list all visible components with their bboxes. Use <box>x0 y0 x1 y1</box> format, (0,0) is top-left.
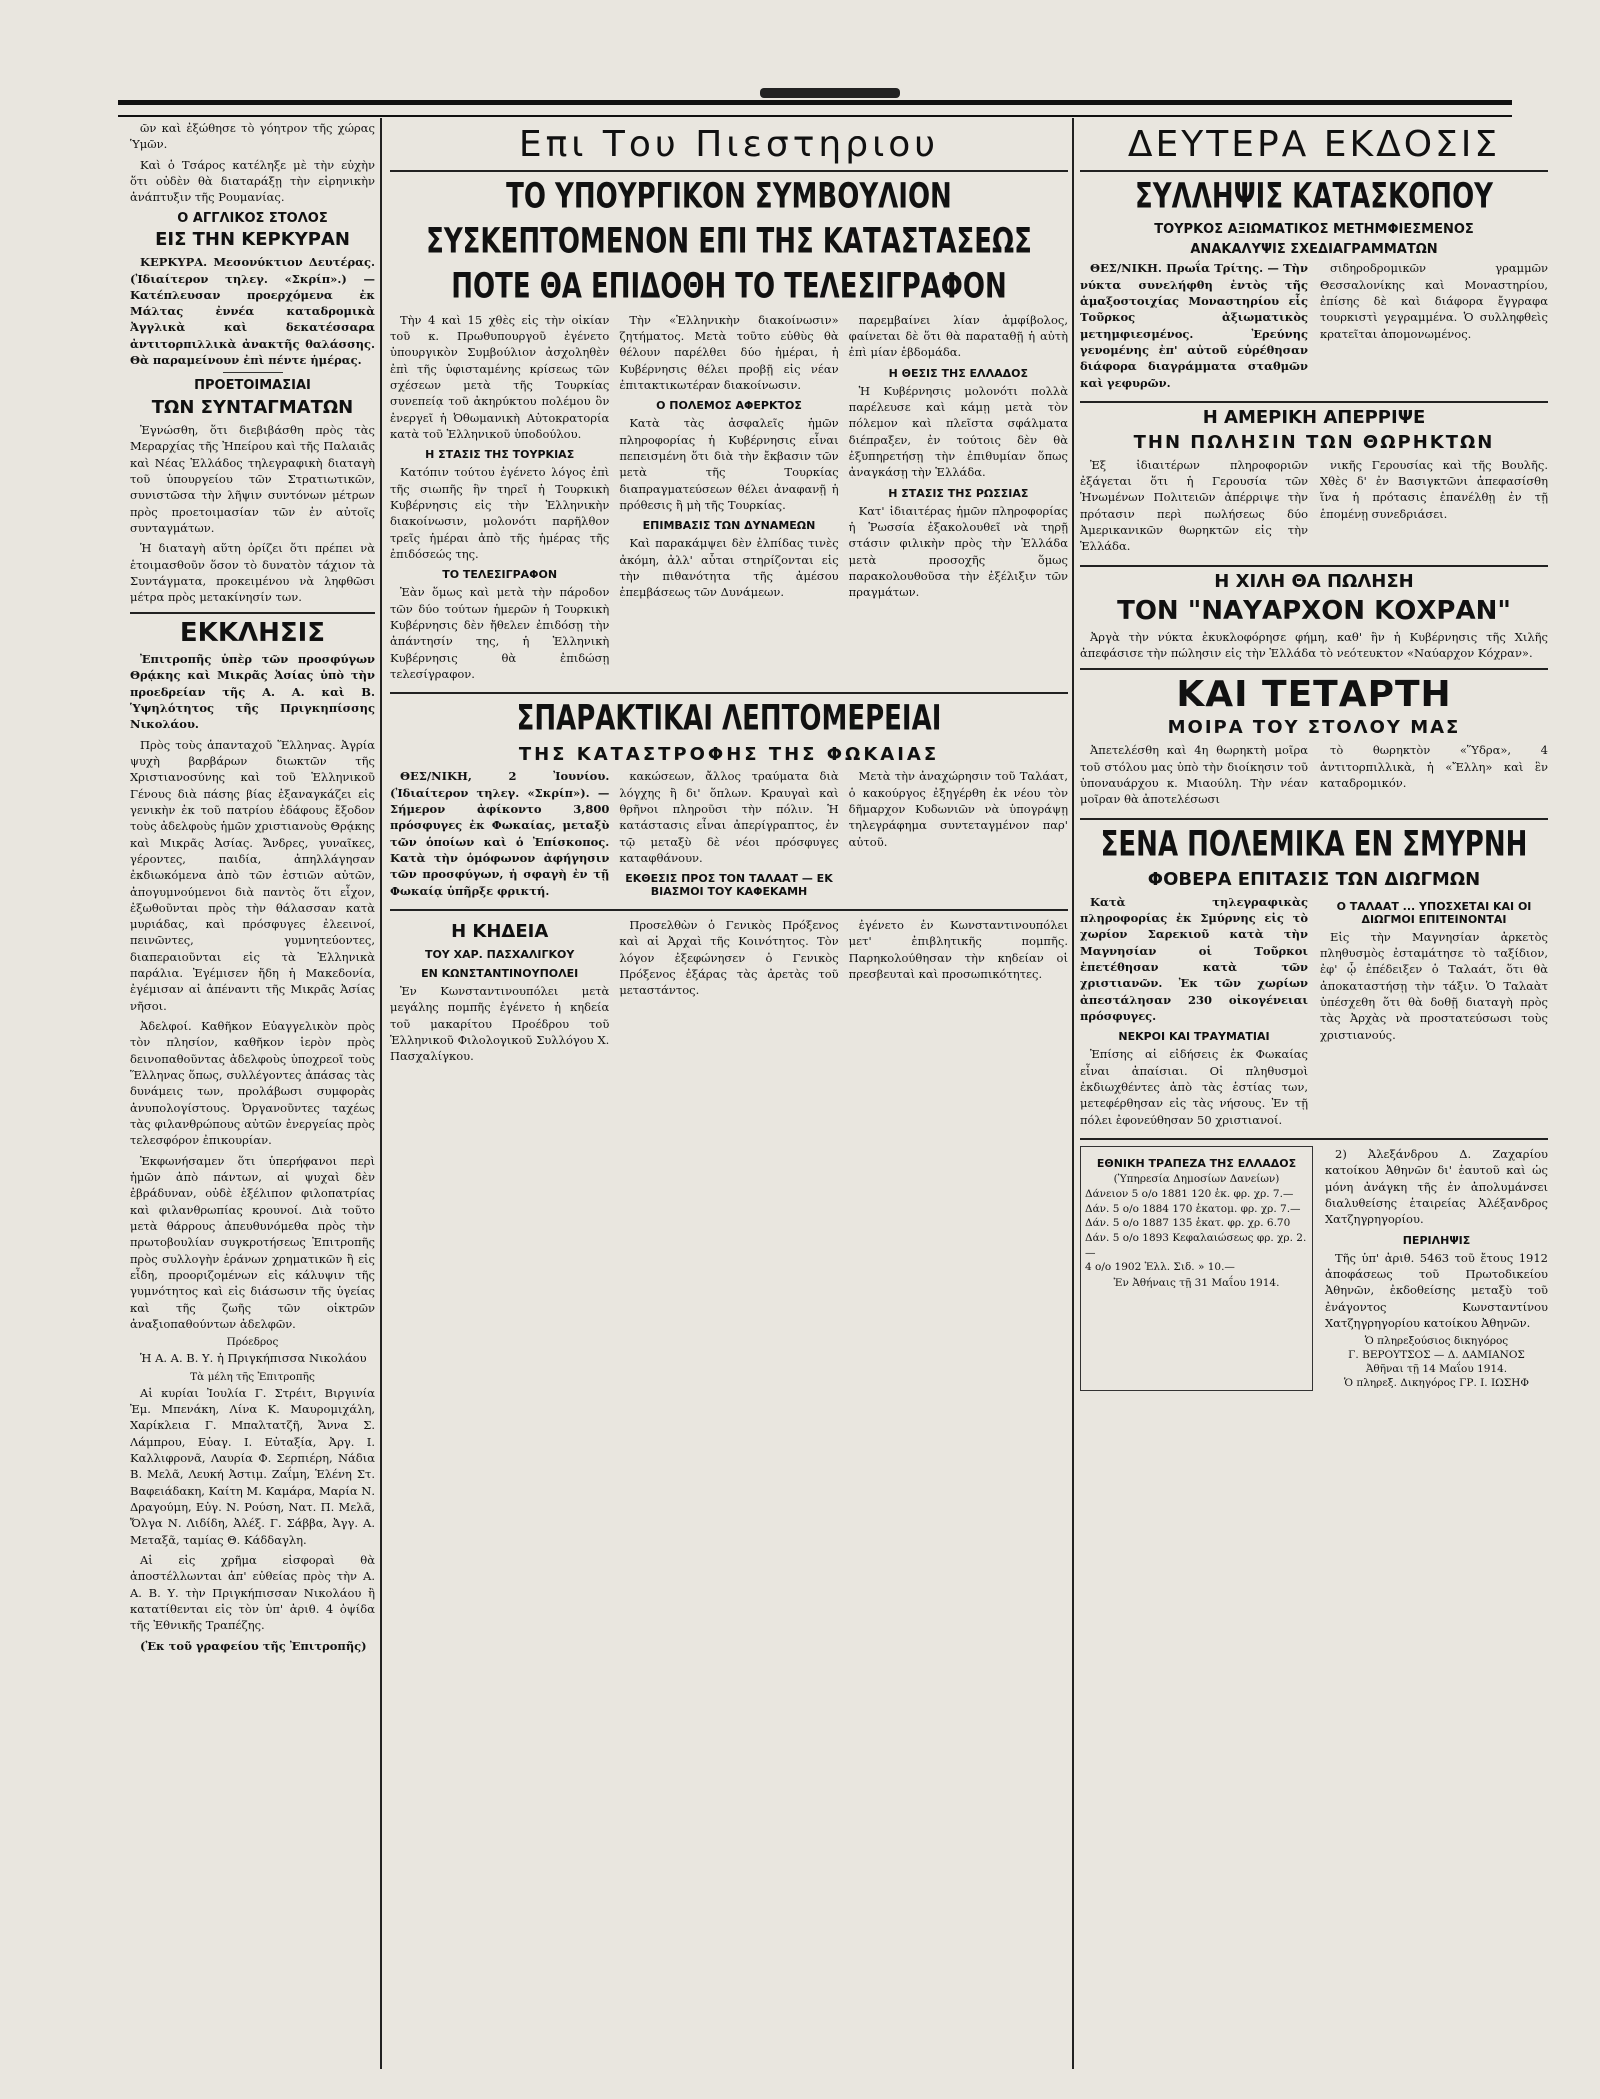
funeral-subhead: ΕΝ ΚΩΝΣΤΑΝΤΙΝΟΥΠΟΛΕΙ <box>421 966 579 980</box>
bank-row: Δάν. 5 ο/ο 1887 135 ἑκατ. φρ. χρ. 6.70 <box>1085 1217 1291 1230</box>
smyrna-subhead: ΦΟΒΕΡΑ ΕΠΙΤΑΣΙΣ ΤΩΝ ΔΙΩΓΜΩΝ <box>1147 868 1481 890</box>
headline <box>390 223 1068 262</box>
column-left <box>130 120 375 2059</box>
article-text: Τῆς ὑπ' ἀριθ. 5463 τοῦ ἔτους 1912 ἀποφάσεως τοῦ Πρωτοδικείου Ἀθηνῶν, ἐκδοθείσης μεταξὺ τοῦ ἐνάγοντος Κωνσταντίνου Χατζηγρηγορίου κατοίκου Ἀθηνῶν. <box>1325 1250 1548 1330</box>
america-columns <box>1080 457 1548 559</box>
column-center <box>390 120 1068 2059</box>
notice-title: ΠΕΡΙΛΗΨΙΣ <box>1402 1233 1471 1247</box>
column-divider <box>380 118 382 2069</box>
article-text: κακώσεων, ἄλλος τραύματα διὰ λόγχης ἢ δι' ὅπλων. Κραυγαὶ καὶ θρῆνοι πληροῦσι τὴν πόλιν. Ἡ κατάστασις εἶναι ἀπερίγραπτος, ἐν τῷ μεταξὺ δὲ νέοι πρόσφυγες καταφθάνουν. <box>619 769 839 866</box>
appeal-body: Ἀδελφοί. Καθῆκον Εὐαγγελικὸν πρὸς τὸν πλησίον, καθῆκον ἱερὸν πρὸς δεινοπαθοῦντας ἀδελφοὺς ὑποχρεοῖ τοὺς Ἕλληνας ὅπως, συλλέγοντες ἁπάσας τὰς δυνάμεις των, προλάβωσι συμφορὰς ἀνυπολογίστους. Ὀργανοῦντες ταχέως τὰς φιλανθρώπους αὐτῶν ἐνεργείας πρὸς τελεσφόρον ἐπικουρίαν. <box>130 1019 375 1148</box>
article-text: ΘΕΣ/ΝΙΚΗ, 2 Ἰουνίου. (Ἰδιαίτερον τηλεγ. «Σκρίπ»). — Σήμερον ἀφίκοντο 3,800 πρόσφυγες ἐκ Φωκαίας, μεταξὺ τῶν ὁποίων καὶ ὁ Ἐπίσκοπος. Κατὰ τὴν ὁμόφωνον ἀφήγησιν τῶν προσφύγων, ἡ σφαγὴ ἐν τῇ Φωκαίᾳ ὑπῆρξε φρικτή. <box>390 769 610 898</box>
fleet-title: ΕΙΣ ΤΗΝ ΚΕΡΚΥΡΑΝ <box>155 229 350 251</box>
article-text: Κατὰ τηλεγραφικὰς πληροφορίας ἐκ Σμύρνης εἰς τὸ χωρίον Σαρεκιοῦ κατὰ τὴν Μαγνησίαν οἱ Τοῦρκοι ἐπετέθησαν κατὰ τῶν χριστιανῶν. Ἐκ τῶν χωρίων ἀπεστάλησαν 230 οἰκογένειαι πρόσφυγες. <box>1080 894 1308 1024</box>
president: Ἡ Α. Α. Β. Υ. ἡ Πριγκήπισσα Νικολάου <box>140 1351 367 1366</box>
spy-headline <box>1080 178 1548 217</box>
story2-subhead: ΤΗΣ ΚΑΤΑΣΤΡΟΦΗΣ ΤΗΣ ΦΩΚΑΙΑΣ <box>518 743 940 765</box>
prep-title: ΤΩΝ ΣΥΝΤΑΓΜΑΤΩΝ <box>151 397 354 419</box>
legal-notice <box>1325 1146 1548 1391</box>
column-divider <box>1072 118 1074 2069</box>
bank-row: Δάν. 5 ο/ο 1893 Κεφαλαιώσεως φρ. χρ. 2.— <box>1085 1232 1307 1259</box>
fleet-headline: ΚΑΙ ΤΕΤΑΡΤΗ <box>1176 673 1452 715</box>
article-text: νικῆς Γερουσίας καὶ τῆς Βουλῆς. Χθὲς δ' ἐν Βασιγκτῶνι ἀπεφασίσθη ἵνα ἡ πρότασις ἐπανέλθῃ ἐν τῇ ἑπομένῃ συνεδριάσει. <box>1320 457 1548 521</box>
subhead: ΕΚΘΕΣΙΣ ΠΡΟΣ ΤΟΝ ΤΑΛΑΑΤ — ΕΚ ΒΙΑΣΜΟΙ ΤΟΥ ΚΑΦΕΚΑΜΗ <box>625 872 833 899</box>
appeal-close: (Ἐκ τοῦ γραφείου τῆς Ἐπιτροπῆς) <box>140 1638 367 1653</box>
america-subhead: ΤΗΝ ΠΩΛΗΣΙΝ ΤΩΝ ΘΩΡΗΚΤΩΝ <box>1133 431 1495 453</box>
notice-sign: Ὁ πληρεξούσιος δικηγόρος <box>1364 1335 1509 1348</box>
rule <box>1080 1138 1548 1140</box>
article-text: Ἡ Κυβέρνησις μολονότι πολλὰ παρέλευσε καὶ κάμῃ μετὰ τὸν πόλεμον καὶ πλεῖστα σφάλματα διέπραξεν, ἐν τούτοις δὲν θὰ ἐξυπηρετήσῃ τὴν ἐπιθυμίαν ὅπως ἀναγκάσῃ τὴν Ἑλλάδα. <box>848 383 1068 480</box>
appeal-title: ΕΚΚΛΗΣΙΣ <box>179 617 326 648</box>
headline-text: ΣΕΝΑ ΠΟΛΕΜΙΚΑ ΕΝ ΣΜΥΡΝΗ <box>1100 824 1528 865</box>
bank-title: ΕΘΝΙΚΗ ΤΡΑΠΕΖΑ ΤΗΣ ΕΛΛΑΔΟΣ <box>1096 1157 1297 1171</box>
story1-col <box>390 312 609 687</box>
bank-row: Δάνειον 5 ο/ο 1881 120 ἑκ. φρ. χρ. 7.— <box>1085 1188 1294 1201</box>
article-text: Ἀπετελέσθη καὶ 4η θωρηκτὴ μοῖρα τοῦ στόλου μας ὑπὸ τὴν διοίκησιν τοῦ ὑποναυάρχου κ. Μιαούλη. Τὴν νέαν μοῖραν θὰ ἀποτελέσωσι <box>1080 743 1308 807</box>
funeral-title: Η ΚΗΔΕΙΑ <box>451 921 549 943</box>
subhead: Η ΣΤΑΣΙΣ ΤΗΣ ΤΟΥΡΚΙΑΣ <box>425 448 575 462</box>
rule <box>1080 401 1548 403</box>
article-text: σιδηροδρομικῶν γραμμῶν Θεσσαλονίκης καὶ Μοναστηρίου, ἐπίσης δὲ καὶ διάφορα ἔγγραφα τουρκιστὶ γεγραμμένα. Ὁ συλληφθεὶς κρατεῖται ἀπομονωμένος. <box>1320 261 1548 341</box>
funeral-subhead: ΤΟΥ ΧΑΡ. ΠΑΣΧΑΛΙΓΚΟΥ <box>424 947 575 961</box>
spy-subhead: ΑΝΑΚΑΛΥΨΙΣ ΣΧΕΔΙΑΓΡΑΜΜΑΤΩΝ <box>1190 241 1438 257</box>
top-rule <box>118 100 1512 117</box>
chile-subhead: ΤΟΝ "ΝΑΥΑΡΧΟΝ ΚΟΧΡΑΝ" <box>1117 595 1511 626</box>
funeral-section <box>390 917 1068 1069</box>
headline-text: ΣΥΛΛΗΨΙΣ ΚΑΤΑΣΚΟΠΟΥ <box>1135 176 1493 217</box>
headline <box>390 268 1068 307</box>
rule <box>1080 565 1548 567</box>
subhead: Η ΘΕΣΙΣ ΤΗΣ ΕΛΛΑΔΟΣ <box>888 366 1028 380</box>
rule <box>1080 668 1548 670</box>
article-text: Μετὰ τὴν ἀναχώρησιν τοῦ Ταλάατ, ὁ κακούργος ἐξηγέρθη ἐκ νέου τὸν δῆμαρχον Κυδωνιῶν νὰ ὑπογράψῃ τηλεγράφημα συντεταγμένον παρ' αὐτοῦ. <box>848 769 1068 849</box>
article-text: Προσελθὼν ὁ Γενικὸς Πρόξενος καὶ αἱ Ἀρχαὶ τῆς Κοινότητος. Τὸν λόγον ἐξεφώνησεν ὁ Γενικὸς Πρόξενος ἐξάρας τὰς ἀρετὰς τοῦ μεταστάντος. <box>619 918 839 998</box>
notice-names: Γ. ΒΕΡΟΥΤΣΟΣ — Δ. ΔΑΜΙΑΝΟΣ <box>1348 1349 1525 1362</box>
chile-headline: Η ΧΙΛΗ ΘΑ ΠΩΛΗΣΗ <box>1214 570 1414 592</box>
subhead: ΕΠΙΜΒΑΣΙΣ ΤΩΝ ΔΥΝΑΜΕΩΝ <box>642 519 816 533</box>
article-text: Καὶ παρακάμψει δὲν ἐλπίδας τινὲς ἀκόμη, ἀλλ' αὗται στηρίζονται εἰς τὴν πιθανότητα τῆς ἀμέσου ἐπεμβάσεως τῶν Δυνάμεων. <box>619 536 839 600</box>
notice-end: Ὁ πληρεξ. Δικηγόρος ΓΡ. Ι. ΙΩΣΗΦ <box>1343 1377 1530 1390</box>
article-text: Εἰς τὴν Μαγνησίαν ἀρκετὸς πληθυσμὸς ἐσταμάτησε τὸ ταξίδιον, ἐφ' ᾧ ἐπέδειξεν ὁ Ταλαάτ, ὅτι θὰ ἀποκαταστήσῃ τὴν τάξιν. Ὁ Ταλαὰτ ὑπέσχεθη ὅτι θὰ δοθῇ διαταγὴ πρὸς τὰς Ἀρχὰς νὰ προστατεύσωσι τοὺς χριστιανούς. <box>1320 929 1548 1042</box>
bank-notice <box>1080 1146 1313 1391</box>
rule <box>130 612 375 614</box>
notices <box>1080 1146 1548 1391</box>
bank-row: 4 ο/ο 1902 Ἑλλ. Σιδ. » 10.— <box>1085 1261 1235 1274</box>
article-text: Ἀργὰ τὴν νύκτα ἐκυκλοφόρησε φήμη, καθ' ἣν ἡ Κυβέρνησις τῆς Χιλῆς ἀπεφάσισε τὴν πώλησιν εἰς τὴν Ἑλλάδα τὸ νεότευκτον «Ναύαρχον Κόχραν». <box>1080 629 1548 661</box>
subhead: Ο ΤΑΛΑΑΤ ... ΥΠΟΣΧΕΤΑΙ ΚΑΙ ΟΙ ΔΙΩΓΜΟΙ ΕΠΙΤΕΙΝΟΝΤΑΙ <box>1336 899 1532 926</box>
story1-columns <box>390 312 1068 687</box>
appeal-body: Πρὸς τοὺς ἁπανταχοῦ Ἕλληνας. Ἀγρία ψυχὴ βαρβάρων διωκτῶν τῆς Χριστιανοσύνης καὶ τοῦ Ἑλληνικοῦ Γένους διὰ πάσης βίας ἐξαναγκάζει εἰς γενικὴν ἐκ τοῦ πατρίου ἐδάφους ἔξοδον τοὺς ἀδελφοὺς ἡμῶν χριστιανοὺς Θρᾴκης καὶ Μικρᾶς Ἀσίας. Ἄνδρες, γυναῖκες, γέροντες, παιδία, ἀπηλλάγησαν ἐκδιωκόμενα ἀπὸ τῶν ἑστιῶν αὐτῶν, ἀπογυμνούμενοι διὰ παντὸς ὅτι εἶχον, ἐξωθοῦνται πρὸς τὴν θάλασσαν κατὰ μυριάδας, καὶ πρόσφυγες ἐλεεινοί, πεινῶντες, γυμνητεύοντες, διαπεραιοῦνται εἰς τὰ Ἑλληνικὰ παράλια. Ἐγέμισεν ἤδη ἡ Μακεδονία, ἐγέμισαν αἱ ἀπέναντι τῆς Μικρᾶς Ἀσίας νῆσοι. <box>130 737 375 1013</box>
top-ornament <box>760 88 900 98</box>
bank-subtitle: (Ὑπηρεσία Δημοσίων Δανείων) <box>1113 1173 1280 1186</box>
article-text: ΘΕΣ/ΝΙΚΗ. Πρωΐα Τρίτης. — Τὴν νύκτα συνελήφθη ἐντὸς τῆς ἁμαξοστοιχίας Μοναστηρίου εἷς Τοῦρκος ἀξιωματικὸς μετημφιεσμένος. Ἐρεύνης γενομένης ἐπ' αὐτοῦ εὑρέθησαν διάφορα διαγράμματα σταθμῶν καὶ γεφυρῶν. <box>1080 261 1308 390</box>
column-right <box>1080 120 1548 2059</box>
smyrna-columns <box>1080 894 1548 1132</box>
article-text: Κατόπιν τούτου ἐγένετο λόγος ἐπὶ τῆς σιωπῆς ἣν τηρεῖ ἡ Τουρκικὴ Κυβέρνησις εἰς τὴν Ἑλληνικὴν διακοίνωσιν, μολονότι παρῆλθον τρεῖς ἡμέραι ἀπὸ τῆς ἡμέρας τῆς ἐπιδόσεώς της. <box>390 465 610 561</box>
fleet-columns <box>1080 742 1548 811</box>
article-text: 2) Ἀλεξάνδρου Δ. Ζαχαρίου κατοίκου Ἀθηνῶν δι' ἑαυτοῦ καὶ ὡς μόνη ἀνάγκη τῆς ἐν ἀπολυμάνσει διαλυθείσης ἑταιρείας Ἀλέξανδρος Χατζηγρηγορίου. <box>1325 1147 1548 1227</box>
headline-text: ΣΥΣΚΕΠΤΟΜΕΝΟΝ ΕΠΙ ΤΗΣ ΚΑΤΑΣΤΑΣΕΩΣ <box>426 221 1032 263</box>
story2-headline <box>390 700 1068 739</box>
article-text: Κατ' ἰδιαιτέρας ἡμῶν πληροφορίας ἡ Ῥωσσία ἐξακολουθεῖ νὰ τηρῇ στάσιν φιλικὴν πρὸς τὴν Ἑλλάδα μετὰ προσοχῆς ὅμως παρακολουθοῦσα τὴν ἐξέλιξιν τῶν πραγμάτων. <box>848 503 1068 600</box>
fleet-body: ΚΕΡΚΥΡΑ. Μεσονύκτιον Δευτέρας. (Ἰδιαίτερον τηλεγ. «Σκρίπ».) — Κατέπλευσαν προερχόμενα ἐκ Μάλτας ἐννέα καταδρομικὰ Ἀγγλικὰ καὶ δεκατέσσαρα ἀντιτορπιλλικὰ ἀνακτῆς θαλάσσης. Θὰ παραμείνουν ἐπὶ πέντε ἡμέρας. <box>130 255 375 368</box>
rule <box>390 909 1068 911</box>
subhead: Ο ΠΟΛΕΜΟΣ ΑΦΕΡΚΤΟΣ <box>656 399 802 413</box>
story1-col <box>619 312 838 687</box>
subhead: ΝΕΚΡΟΙ ΚΑΙ ΤΡΑΥΜΑΤΙΑΙ <box>1118 1030 1270 1044</box>
spy-columns <box>1080 260 1548 395</box>
second-edition-masthead: ΔΕΥΤΕΡΑ ΕΚΔΟΣΙΣ <box>1127 124 1501 165</box>
article-text: Ἐπίσης αἱ εἰδήσεις ἐκ Φωκαίας εἶναι ἀπαίσιαι. Οἱ πληθυσμοὶ ἐκδιωχθέντες ἀπὸ τὰς ἑστίας των, μετεφέρθησαν εἰς τὰς νήσους. Ἐν τῇ πόλει ἐφονεύθησαν 50 χριστιανοί. <box>1080 1047 1308 1127</box>
article-text: Τὴν «Ἑλληνικὴν διακοίνωσιν» ζητήματος. Μετὰ τοῦτο εὐθὺς θὰ θέλουν παρέλθει δύο ἡμέραι, ἡ Κυβέρνησις θέλει προβῇ εἰς νέαν ἐπιτακτικωτέραν διακοίνωσιν. <box>619 312 839 392</box>
subhead: ΤΟ ΤΕΛΕΣΙΓΡΑΦΟΝ <box>442 568 558 582</box>
article-text: παρεμβαίνει λίαν ἀμφίβολος, φαίνεται δὲ ὅτι θὰ παραταθῇ ἡ αὐτὴ ἐπὶ μίαν ἑβδομάδα. <box>848 312 1068 360</box>
bank-row: Δάν. 5 ο/ο 1884 170 ἑκατομ. φρ. χρ. 7.— <box>1085 1202 1301 1215</box>
america-headline: Η ΑΜΕΡΙΚΗ ΑΠΕΡΡΙΨΕ <box>1202 407 1426 428</box>
prep-body: Ἡ διαταγὴ αὕτη ὁρίζει ὅτι πρέπει νὰ ἑτοιμασθοῦν ὅσον τὸ δυνατὸν τάχιον τὰ Συντάγματα, προκειμένου νὰ ληφθῶσι μέτρα πρὸς μετακίνησίν των. <box>130 541 375 605</box>
smyrna-headline <box>1080 826 1548 865</box>
article-text: Τὴν 4 καὶ 15 χθὲς εἰς τὴν οἰκίαν τοῦ κ. Πρωθυπουργοῦ ἐγένετο ὑπουργικὸν Συμβούλιον ἀσχοληθὲν ἐπὶ τῆς ὑφισταμένης κρίσεως τῶν σχέσεων μετὰ τῆς Τουρκίας συνεπείᾳ τοῦ ἀκηρύκτου πολέμου ὃν ἐνεργεῖ ἡ Ὀθωμανικὴ Αὐτοκρατορία κατὰ τοῦ Ἑλληνικοῦ ὑποδούλου. <box>390 312 610 441</box>
story2-columns <box>390 768 1068 903</box>
headline <box>390 178 1068 217</box>
headline-text: ΣΠΑΡΑΚΤΙΚΑΙ ΛΕΠΤΟΜΕΡΕΙΑΙ <box>516 698 942 740</box>
subhead: Η ΣΤΑΣΙΣ ΤΗΣ ΡΩΣΣΙΑΣ <box>888 486 1029 500</box>
intro-text: ῶν καὶ ἐξώθησε τὸ γόητρον τῆς χώρας Ὑμῶν. <box>130 121 375 152</box>
spy-subhead: ΤΟΥΡΚΟΣ ΑΞΙΩΜΑΤΙΚΟΣ ΜΕΤΗΜΦΙΕΣΜΕΝΟΣ <box>1154 222 1474 238</box>
prep-kicker: ΠΡΟΕΤΟΙΜΑΣΙΑΙ <box>194 378 311 394</box>
article-text: Ἐξ ἰδιαιτέρων πληροφοριῶν ἐξάγεται ὅτι ἡ Γερουσία τῶν Ἡνωμένων Πολιτειῶν ἀπέρριψε τὴν πρότασιν περὶ πωλήσεως δύο Ἀμερικανικῶν θωρηκτῶν εἰς τὴν Ἑλλάδα. <box>1080 457 1308 554</box>
separator <box>223 372 283 373</box>
headline-text: ΤΟ ΥΠΟΥΡΓΙΚΟΝ ΣΥΜΒΟΥΛΙΟΝ <box>506 176 952 217</box>
article-text: Ἐν Κωνσταντινουπόλει μετὰ μεγάλης πομπῆς ἐγένετο ἡ κηδεία τοῦ μακαρίτου Προέδρου τοῦ Ἑλληνικοῦ Φιλολογικοῦ Συλλόγου Χ. Πασχαλίγκου. <box>390 983 610 1064</box>
notice-date: Ἀθῆναι τῇ 14 Μαΐου 1914. <box>1365 1363 1508 1376</box>
article-text: τὸ θωρηκτὸν «Ὕδρα», 4 ἀντιτορπιλλικὰ, ἡ «Ἔλλη» καὶ ἓν καταδρομικόν. <box>1320 743 1548 790</box>
intro-text: Καὶ ὁ Τσάρος κατέληξε μὲ τὴν εὐχὴν ὅτι οὐδὲν θὰ διαταράξῃ τὴν εἰρηνικὴν ἀνάπτυξιν τῆς Ρουμανίας. <box>130 157 375 205</box>
members: Αἱ κυρίαι Ἰουλία Γ. Στρέιτ, Βιργινία Ἐμ. Μπενάκη, Λίνα Κ. Μαυρομιχάλη, Χαρίκλεια Γ. Μπαλτατζῆ, Ἄννα Σ. Λάμπρου, Εὐαγ. Ι. Εὐταξία, Ἀργ. Ι. Καλλιφρονᾶ, Λαυρία Φ. Σερπιέρη, Νάδια Β. Μελᾶ, Λευκή Ἀστιμ. Ζαΐμη, Ἑλένη Στ. Βαφειάδακη, Καίτη Μ. Καμάρα, Μαρία Ν. Δραγούμη, Εὐγ. Ν. Ρούση, Νατ. Π. Μελᾶ, Ὄλγα Ν. Λιδίδη, Ἀλέξ. Γ. Σάββα, Ἀγγ. Α. Μεταξᾶ, ταμίας Θ. Κάδδαγλη. <box>130 1385 375 1547</box>
headline-text: ΠΟΤΕ ΘΑ ΕΠΙΔΟΘΗ ΤΟ ΤΕΛΕΣΙΓΡΑΦΟΝ <box>451 266 1007 308</box>
fleet-subhead: ΜΟΙΡΑ ΤΟΥ ΣΤΟΛΟΥ ΜΑΣ <box>1167 717 1461 739</box>
bank-date: Ἐν Ἀθήναις τῇ 31 Μαΐου 1914. <box>1113 1277 1280 1290</box>
masthead: Επι Του Πιεστηριου <box>518 124 940 165</box>
prep-body: Ἐγνώσθη, ὅτι διεβιβάσθη πρὸς τὰς Μεραρχίας τῆς Ἠπείρου καὶ τῆς Παλαιᾶς καὶ Νέας Ἑλλάδος τηλεγραφικὴ διαταγὴ τοῦ ὑπουργείου τῶν Στρατιωτικῶν, συνιστῶσα τὴν λῆψιν συντόνων μέτρων πρὸς προετοιμασίαν τῶν ἐν αὐτοῖς συνταγμάτων. <box>130 423 375 535</box>
fleet-kicker: Ο ΑΓΓΛΙΚΟΣ ΣΤΟΛΟΣ <box>177 210 328 226</box>
president-label: Πρόεδρος <box>226 1336 279 1349</box>
members-label: Τὰ μέλη τῆς Ἐπιτροπῆς <box>190 1370 315 1383</box>
article-text: Ἐὰν ὅμως καὶ μετὰ τὴν πάροδον τῶν δύο τούτων ἡμερῶν ἡ Τουρκικὴ Κυβέρνησις δὲν ἤθελεν ἐπιδόσῃ τὴν ἀπάντησίν της, ἡ Ἑλληνικὴ Κυβέρνησις θὰ ἐπιδώσῃ τελεσίγραφον. <box>390 585 610 681</box>
appeal-lead: Ἐπιτροπῆς ὑπὲρ τῶν προσφύγων Θρᾴκης καὶ Μικρᾶς Ἀσίας ὑπὸ τὴν προεδρείαν τῆς Α. Α. καὶ Β. Ὑψηλότητος τῆς Πριγκηπίσσης Νικολάου. <box>130 651 375 732</box>
appeal-close: Αἱ εἰς χρῆμα εἰσφοραὶ θὰ ἀποστέλλωνται ἀπ' εὐθείας πρὸς τὴν Α. Α. Β. Υ. τὴν Πριγκήπισσαν Νικολάου ἢ κατατίθενται εἰς τὸν ὑπ' ἀριθ. 4 ὀψίδα τῆς Ἐθνικῆς Τραπέζης. <box>130 1552 375 1633</box>
article-text: Κατὰ τὰς ἀσφαλεῖς ἡμῶν πληροφορίας ἡ Κυβέρνησις εἶναι πεπεισμένη ὅτι διὰ τὴν ἔκβασιν τῶν μετὰ τῆς Τουρκίας διαπραγματεύσεων θέλει ἀναφανῇ ἡ πρόθεσις ἢ μὴ τῆς Τουρκίας. <box>619 416 839 512</box>
appeal-body: Ἐκφωνήσαμεν ὅτι ὑπερήφανοι περὶ ἡμῶν ἀπὸ πάντων, αἱ ψυχαὶ δὲν ἐβράδυναν, οὐδὲ ἐξέλιπον φιλοπατρίας καὶ φιλανθρωπίας κρουνοί. Διὰ τοῦτο μετὰ θάρρους ἀπευθυνόμεθα πρὸς τὴν πρωτοβουλίαν συγκροτήσεως Ἐπιτροπῆς πρὸς συλλογὴν ἐράνων χρηματικῶν ἢ εἰς εἶδη, προοριζομένων εἰς κάλυψιν τῆς γυμνότητος καὶ εἰς διάσωσιν τῆς ὑγείας καὶ τῆς ζωῆς τῶν οἰκτρῶν ἀναξιοπαθούντων ἀδελφῶν. <box>130 1153 375 1332</box>
story1-col <box>849 312 1068 687</box>
article-text: ἐγένετο ἐν Κωνσταντινουπόλει μετ' ἐπιβλητικῆς πομπῆς. Παρηκολούθησαν τὴν κηδείαν οἱ πρεσβευταὶ καὶ προσωπικότητες. <box>848 918 1068 982</box>
